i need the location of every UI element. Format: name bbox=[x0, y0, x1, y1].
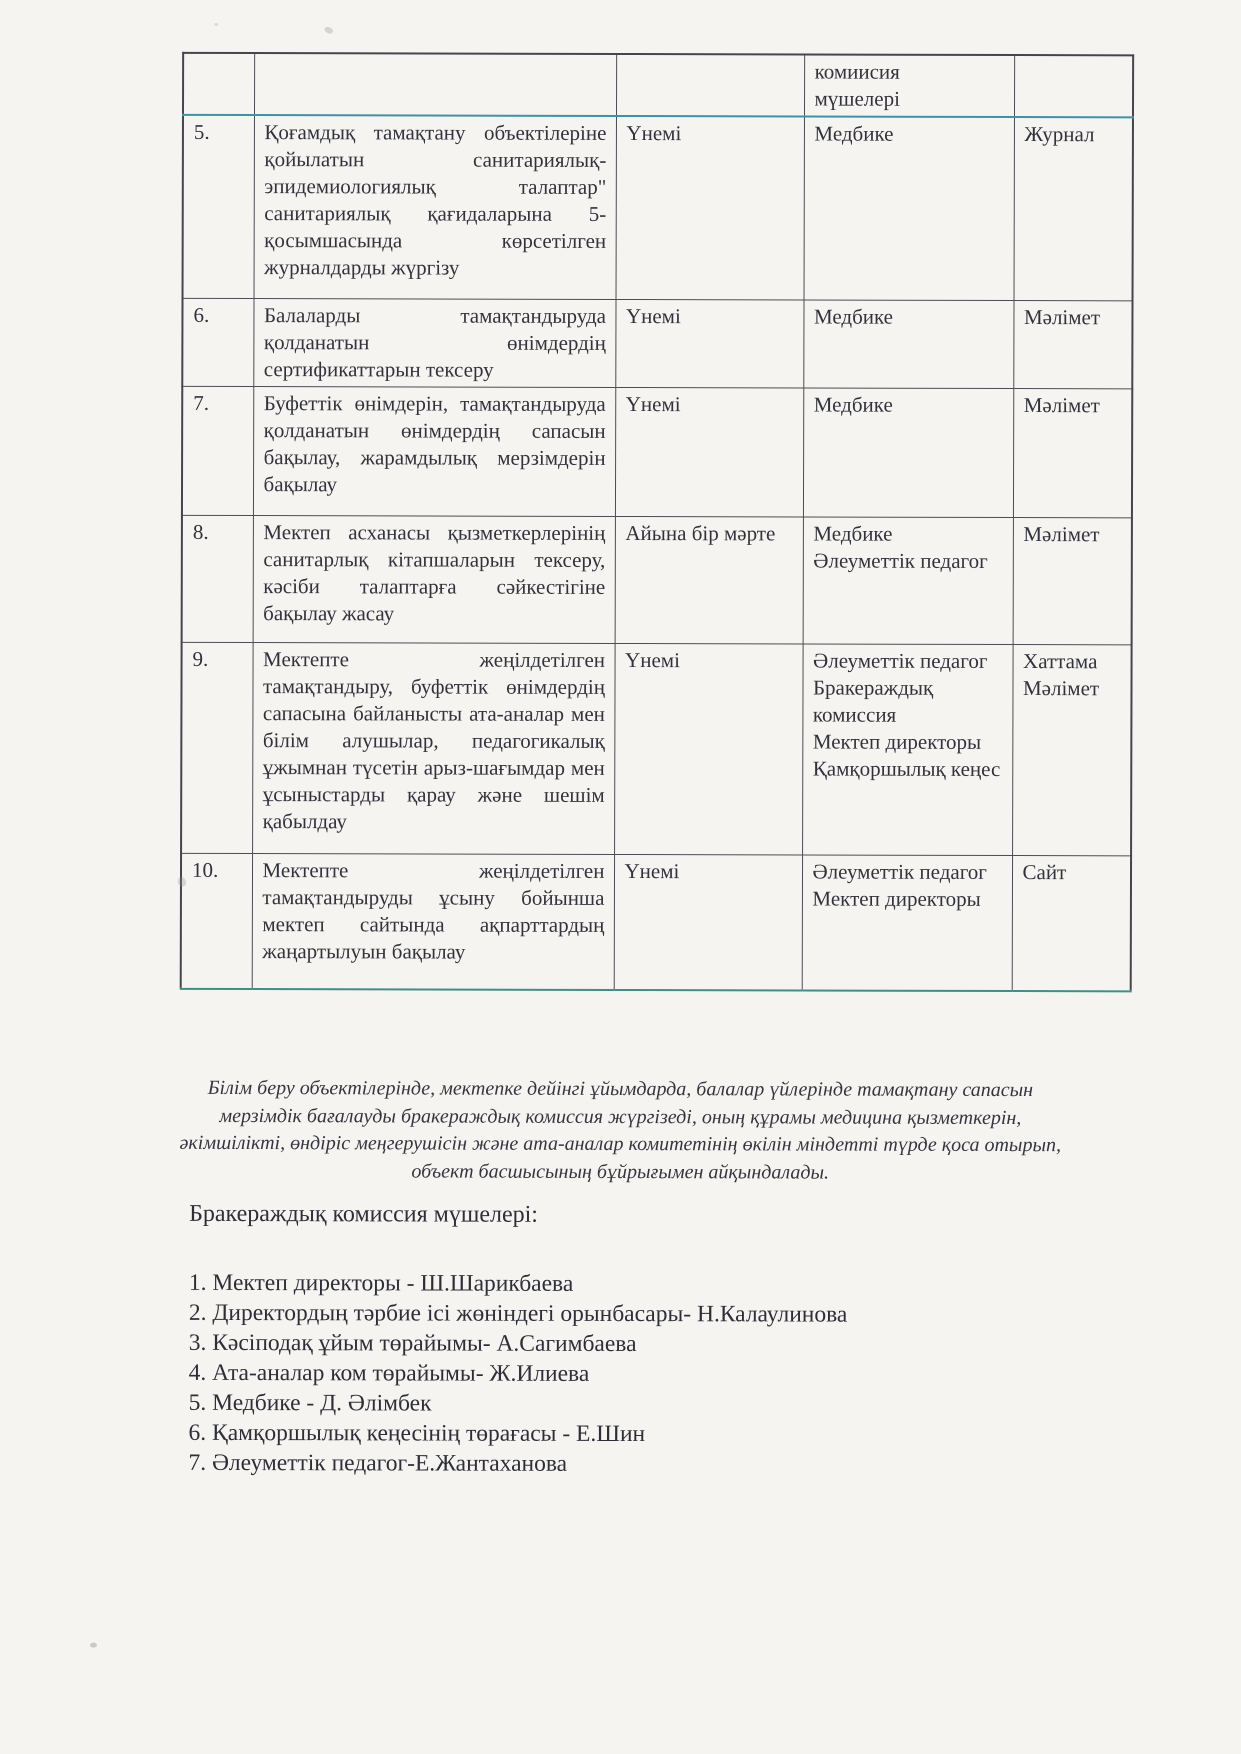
list-item: 4. Ата-аналар ком төрайымы- Ж.Илиева bbox=[188, 1359, 590, 1387]
header-task-cell bbox=[254, 53, 616, 116]
list-item: 6. Қамқоршылық кеңесінің төрағасы - Е.Шин bbox=[188, 1419, 646, 1448]
table-row bbox=[182, 386, 1132, 517]
frequency-cell: Үнемі bbox=[614, 643, 803, 854]
responsible-cell: Медбике Әлеуметтік педагог bbox=[803, 517, 1013, 645]
task-cell: Қоғамдық тамақтану объектілеріне қойылатын санитариялық-эпидемиологиялық талаптар" санитариялық қағидаларына 5-қосымшасында көрсетілген журналдарды жүргізу bbox=[254, 115, 616, 299]
table-header-partial-row bbox=[183, 53, 1133, 117]
row-number-cell: 7. bbox=[182, 386, 253, 515]
list-item: 7. Әлеуметтік педагог-Е.Жантаханова bbox=[188, 1449, 568, 1477]
scan-speck bbox=[214, 23, 218, 26]
table-row bbox=[181, 642, 1132, 855]
task-cell: Мектепте жеңілдетілген тамақтандыруды ұсыну бойынша мектеп сайтында ақпарттардың жаңартылуын бақылау bbox=[252, 854, 614, 990]
header-commission-members-cell: комиисия мүшелері bbox=[804, 54, 1014, 117]
row-number-cell: 8. bbox=[182, 515, 253, 642]
row-number-cell: 9. bbox=[181, 642, 253, 853]
scan-speck bbox=[90, 1643, 97, 1648]
list-item: 5. Медбике - Д. Әлімбек bbox=[188, 1389, 432, 1417]
members-heading: Бракераждық комиссия мүшелері: bbox=[189, 1200, 539, 1228]
responsible-cell: Әлеуметтік педагог Мектеп директоры bbox=[802, 855, 1012, 991]
header-frequency-cell bbox=[616, 54, 804, 116]
table-row bbox=[182, 298, 1132, 388]
members-list bbox=[188, 1269, 847, 1481]
header-result-cell bbox=[1014, 55, 1133, 117]
result-cell: Сайт bbox=[1012, 856, 1131, 992]
commission-note-paragraph: Білім беру объектілерінде, мектепке дейінгі ұйымдарда, балалар үйлерінде тамақтану сапасын мерзімдік бағалауды бракераждық комиссия жүргізеді, оның құрамы медицина қызметкерін, әкімшілікті, өндіріс меңгерушісін және ата-аналар комитетінің өкілін міндетті түрде қоса отырып, объект басшысының бұйрығымен айқындалады. bbox=[179, 1076, 1062, 1184]
frequency-cell: Үнемі bbox=[616, 116, 804, 300]
frequency-cell: Айына бір мәрте bbox=[615, 516, 803, 643]
table-row bbox=[181, 853, 1131, 991]
result-cell: Хаттама Мәлімет bbox=[1012, 645, 1132, 856]
scan-speck bbox=[323, 26, 334, 35]
frequency-cell: Үнемі bbox=[614, 854, 802, 990]
row-number-cell: 10. bbox=[181, 853, 252, 989]
responsible-cell: Әлеуметтік педагог Бракераждық комиссия Мектеп директоры Қамқоршылық кеңес bbox=[802, 644, 1013, 856]
task-cell: Балаларды тамақтандыруда қолданатын өнімдердің сертификаттарын тексеру bbox=[253, 299, 615, 388]
frequency-cell: Үнемі bbox=[615, 387, 803, 516]
row-number-cell: 5. bbox=[183, 115, 254, 299]
responsible-cell: Медбике bbox=[803, 388, 1013, 518]
result-cell: Журнал bbox=[1014, 117, 1133, 301]
table-row bbox=[183, 115, 1133, 301]
result-cell: Мәлімет bbox=[1013, 301, 1132, 389]
monitoring-plan-table bbox=[180, 52, 1134, 992]
task-cell: Мектепте жеңілдетілген тамақтандыру, буфеттік өнімдердің сапасына байланысты ата-аналар мен білім алушылар, педагогикалық ұжымнан түсетін арыз-шағымдар мен ұсыныстарды қарау және шешім қабылдау bbox=[252, 643, 615, 855]
frequency-cell: Үнемі bbox=[615, 299, 803, 387]
task-cell: Мектеп асханасы қызметкерлерінің санитарлық кітапшаларын тексеру, кәсіби талаптарға сәйкестігіне бақылау жасау bbox=[253, 516, 615, 644]
row-number-cell: 6. bbox=[182, 298, 253, 386]
task-cell: Буфеттік өнімдерін, тамақтандыруда қолданатын өнімдердің сапасын бақылау, жарамдылық мерзімдерін бақылау bbox=[253, 387, 615, 517]
result-cell: Мәлімет bbox=[1013, 389, 1132, 518]
list-item: 2. Директордың тәрбие ісі жөніндегі орынбасары- Н.Калаулинова bbox=[188, 1299, 848, 1328]
list-item: 3. Кәсіподақ ұйым төрайымы- А.Сагимбаева bbox=[188, 1329, 637, 1358]
responsible-cell: Медбике bbox=[804, 116, 1014, 300]
responsible-cell: Медбике bbox=[803, 300, 1013, 389]
result-cell: Мәлімет bbox=[1013, 518, 1132, 645]
header-number-cell bbox=[183, 53, 254, 115]
table-row bbox=[182, 515, 1132, 644]
list-item: 1. Мектеп директоры - Ш.Шарикбаева bbox=[188, 1269, 574, 1297]
